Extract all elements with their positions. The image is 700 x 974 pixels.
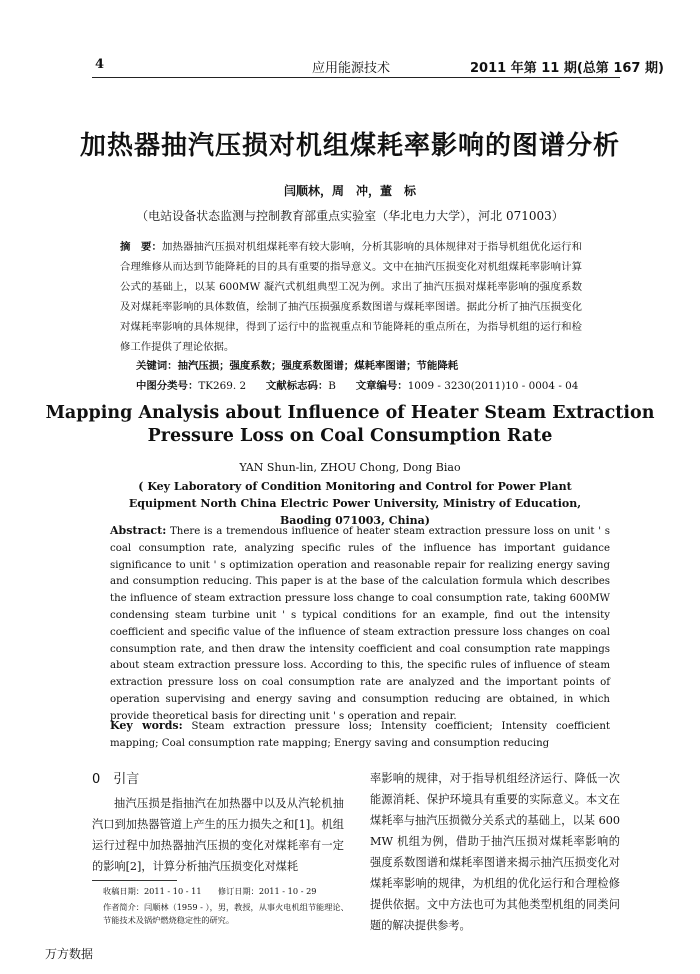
footnote-author-bio: 作者简介：闫顺林（1959 - ），男，教授，从事火电机组节能理论、节能技术及锅炉燃烧稳定性的研究。 (103, 902, 349, 925)
section-heading: 0 引言 (92, 772, 140, 787)
journal-issue: 2011 年第 11 期(总第 167 期) (470, 61, 664, 76)
zh-keywords-text: 抽汽压损；强度系数；强度系数图谱；煤耗率图谱；节能降耗 (177, 360, 459, 372)
en-affiliation: ( Key Laboratory of Condition Monitoring and Control for Power Plant Equipment North China Electric Power University, Ministry of Education, Baoding 071003, China) (128, 480, 582, 527)
clc-label: 中图分类号： (136, 380, 199, 392)
en-keywords-text: Steam extraction pressure loss; Intensity coefficient; Intensity coefficient mapping; Coal consumption rate mapping; Energy saving and consumption reducing (110, 721, 610, 749)
en-abstract-label: Abstract: (110, 524, 167, 537)
page-number: 4 (95, 57, 105, 72)
en-abstract (110, 523, 610, 726)
footnote-rule (92, 880, 177, 881)
zh-keywords (136, 357, 596, 372)
en-keywords-label: Key words: (110, 719, 183, 732)
zh-abstract-text: 加热器抽汽压损对机组煤耗率有较大影响，分析其影响的具体规律对于指导机组优化运行和合理维修从而达到节能降耗的目的具有重要的指导意义。文中在抽汽压损变化对机组煤耗率影响计算公式的基础上，以某 600MW 凝汽式机组典型工况为例。求出了抽汽压损对煤耗率影响的强度系数及对煤耗率影响的具体数值，绘制了抽汽压损强度系数图谱与煤耗率图谱。据此分析了抽汽压损变化对煤耗率影响的具体规律，得到了运行中的监视重点和节能降耗的重点所在，为指导机组的运行和检修工作提供了理论依据。 (120, 241, 583, 353)
zh-abstract-label: 摘 要： (120, 241, 163, 253)
en-keywords (110, 718, 610, 753)
en-authors: YAN Shun-lin, ZHOU Chong, Dong Biao (239, 461, 461, 474)
body-left-column: 抽汽压损是指抽汽在加热器中以及从汽轮机抽汽口到加热器管道上产生的压力损失之和[1]。机组运行过程中加热器抽汽压损的变化对煤耗率有一定的影响[2]，计算分析抽汽压损变化对煤耗 (92, 797, 344, 873)
zh-affiliation: （电站设备状态监测与控制教育部重点实验室（华北电力大学），河北 071003） (136, 209, 564, 223)
zh-title: 加热器抽汽压损对机组煤耗率影响的图谱分析 (79, 131, 620, 161)
header-rule (92, 77, 620, 78)
body-right-column: 率影响的规律，对于指导机组经济运行、降低一次能源消耗、保护环境具有重要的实际意义。本文在煤耗率与抽汽压损微分关系式的基础上，以某 600 MW 机组为例，借助于抽汽压损对煤耗率影响的强度系数图谱和煤耗率图谱来揭示抽汽压损变化对煤耗率影响的规律，为机组的优化运行和合理检修提供依据。文中方法也可为其他类型机组的同类问题的解决提供参考。 (370, 772, 620, 932)
footer-watermark: 万方数据 (45, 947, 94, 961)
en-abstract-text: There is a tremendous influence of heater steam extraction pressure loss on unit ' s coal consumption rate, analyzing specific rules of the influence has important guidance significance to unit ' s optimization operation and reasonable repair for realizing energy saving and consumption reducing. This paper is at the base of the calculation formula which describes the influence of steam extraction pressure loss change to coal consumption rate, taking 600MW condensing steam turbine unit ' s typical conditions for an example, find out the intensity coefficient and specific value of the influence of steam extraction pressure loss changes on coal consumption rate, and then draw the intensity coefficient and coal consumption rate mappings about steam extraction pressure loss. According to this, the specific rules of influence of steam extraction pressure loss on coal consumption rate are analyzed and the important points of operation supervising and energy saving and consumption reducing are obtained, in which provide theoretical basis for directing unit ' s operation and repair. (110, 526, 610, 722)
journal-name: 应用能源技术 (312, 61, 391, 76)
footnote-received: 收稿日期：2011 - 10 - 11 修订日期：2011 - 10 - 29 (103, 886, 317, 896)
zh-classification (136, 377, 636, 392)
zh-keywords-label: 关键词： (136, 360, 178, 372)
zh-authors: 闫顺林，周 冲，董 标 (283, 184, 416, 198)
en-title: Mapping Analysis about Influence of Heater Steam Extraction Pressure Loss on Coal Consumption Rate (45, 403, 655, 446)
doc-code-value: B (328, 380, 336, 392)
article-no-value: 1009 - 3230(2011)10 - 0004 - 04 (407, 380, 579, 392)
zh-abstract (120, 237, 582, 357)
clc-value: TK269. 2 (198, 380, 247, 392)
doc-code-label: 文献标志码： (265, 380, 329, 392)
article-no-label: 文章编号： (355, 380, 408, 392)
